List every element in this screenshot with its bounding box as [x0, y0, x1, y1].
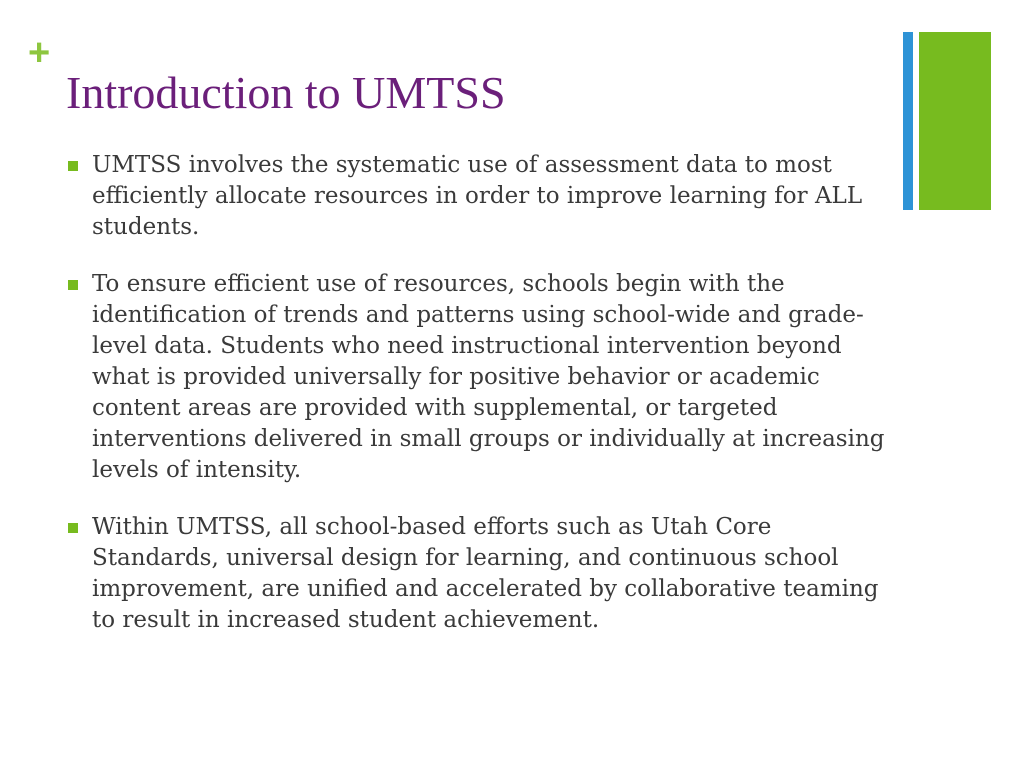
bullet-list: [66, 150, 896, 662]
bullet-item: [66, 512, 896, 636]
bullet-text: UMTSS involves the systematic use of assessment data to most efficiently allocate resources in order to improve learning for ALL students.: [92, 152, 863, 240]
decorative-green-block: [919, 32, 991, 210]
bullet-item: [66, 269, 896, 486]
plus-icon: +: [28, 32, 51, 74]
square-bullet-icon: [68, 280, 78, 290]
decorative-blue-bar: [903, 32, 913, 210]
square-bullet-icon: [68, 161, 78, 171]
square-bullet-icon: [68, 523, 78, 533]
bullet-text: To ensure efficient use of resources, schools begin with the identification of trends and patterns using school-wide and grade-level data. Students who need instructional intervention beyond what is provided universally for positive behavior or academic content areas are provided with supplemental, or targeted interventions delivered in small groups or individually at increasing levels of intensity.: [92, 271, 885, 483]
bullet-text: Within UMTSS, all school-based efforts such as Utah Core Standards, universal design for learning, and continuous school improvement, are unified and accelerated by collaborative teaming to result in increased student achievement.: [92, 514, 879, 633]
slide-title: Introduction to UMTSS: [66, 67, 506, 118]
bullet-item: [66, 150, 896, 243]
